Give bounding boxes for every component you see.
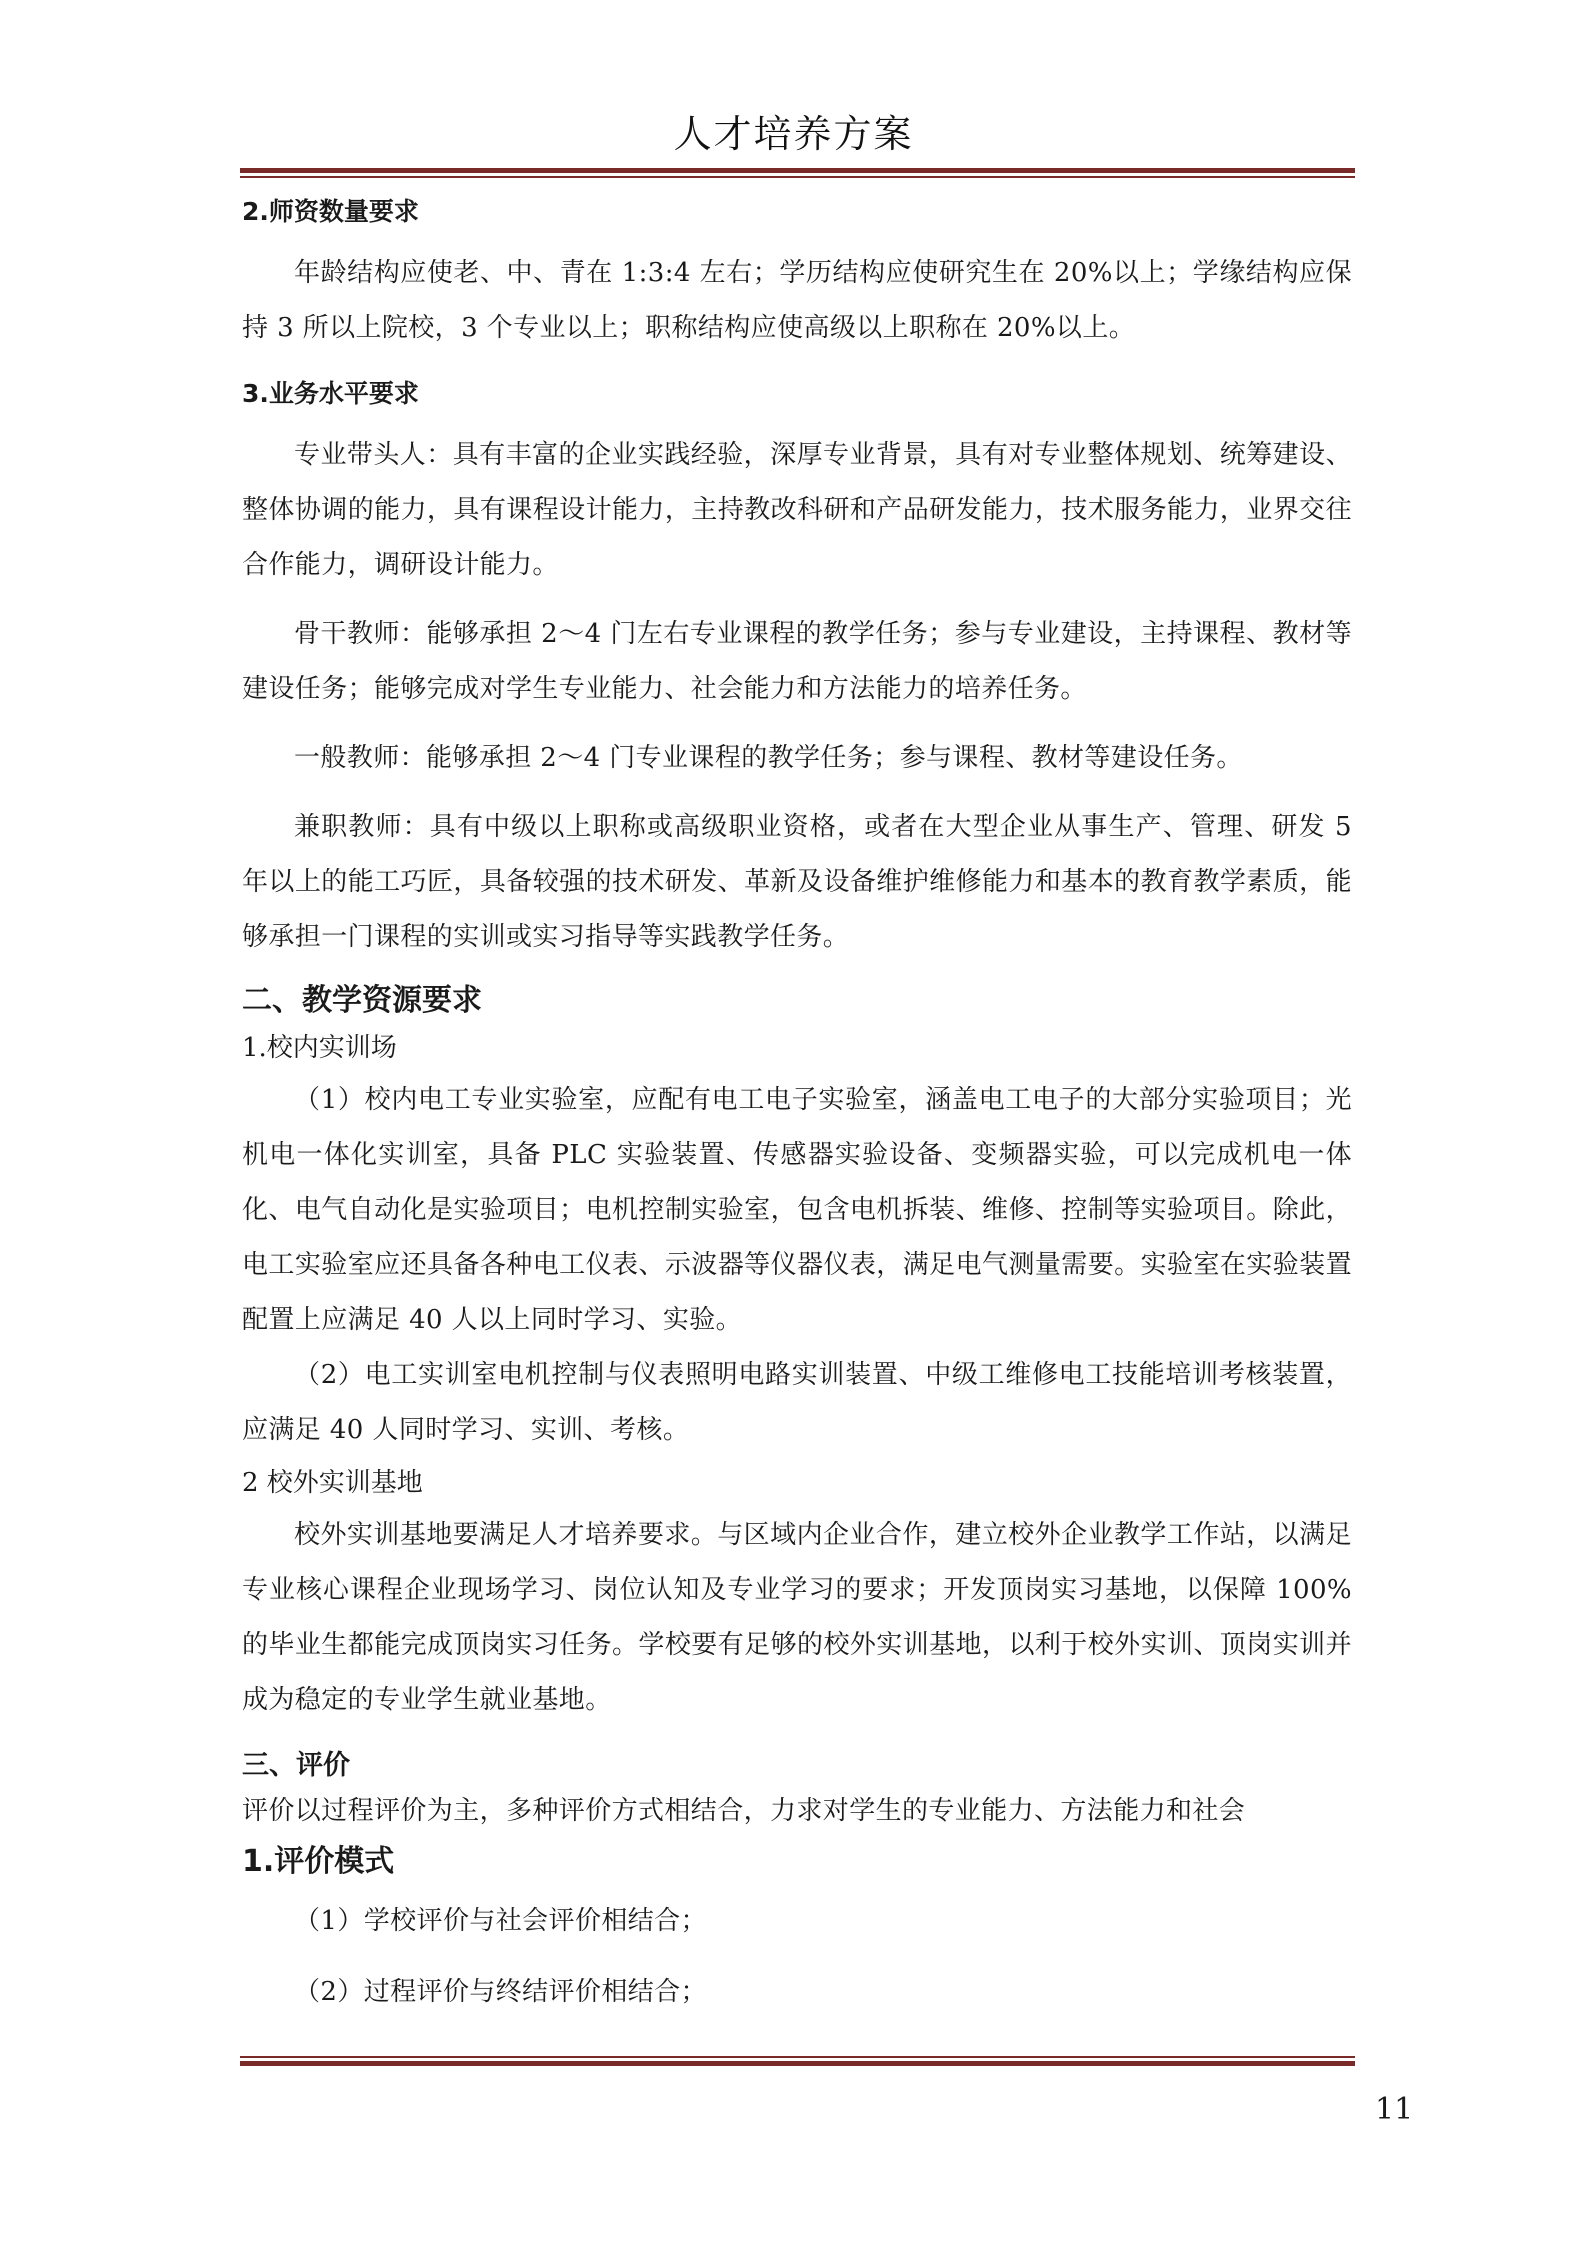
heading-teacher-quantity: 2.师资数量要求 [242, 197, 419, 226]
paragraph-professional-leader: 专业带头人：具有丰富的企业实践经验，深厚专业背景，具有对专业整体规划、统筹建设、整体协调的能力，具有课程设计能力，主持教改科研和产品研发能力，技术服务能力，业界交往合作能力，调研设计能力。 [242, 440, 1352, 580]
heading-teaching-resources: 二、教学资源要求 [242, 983, 482, 1018]
paragraph-campus-lab: （1）校内电工专业实验室，应配有电工电子实验室，涵盖电工电子的大部分实验项目；光机电一体化实训室，具备 PLC 实验装置、传感器实验设备、变频器实验，可以完成机电一体化、电气自动化是实验项目；电机控制实验室，包含电机拆装、维修、控制等实验项目。除此，电工实验室应还具备各种电工仪表、示波器等仪器仪表，满足电气测量需要。实验室在实验装置配置上应满足 40 人以上同时学习、实验。 [242, 1085, 1352, 1335]
subheading-campus-training: 1.校内实训场 [242, 1033, 397, 1063]
paragraph-training-room: （2）电工实训室电机控制与仪表照明电路实训装置、中级工维修电工技能培训考核装置，应满足 40 人同时学习、实训、考核。 [242, 1360, 1352, 1445]
subheading-offcampus-base: 2 校外实训基地 [242, 1468, 423, 1498]
page-content [242, 188, 1352, 2020]
paragraph-offcampus-base: 校外实训基地要满足人才培养要求。与区域内企业合作，建立校外企业教学工作站，以满足专业核心课程企业现场学习、岗位认知及专业学习的要求；开发顶岗实习基地，以保障 100%的毕业生都能完成顶岗实习任务。学校要有足够的校外实训基地，以利于校外实训、顶岗实训并成为稳定的专业学生就业基地。 [242, 1520, 1352, 1715]
heading-evaluation: 三、评价 [242, 1750, 350, 1781]
paragraph-part-time-teacher: 兼职教师：具有中级以上职称或高级职业资格，或者在大型企业从事生产、管理、研发 5 年以上的能工巧匠，具备较强的技术研发、革新及设备维护维修能力和基本的教育教学素质，能够承担一门课程的实训或实习指导等实践教学任务。 [242, 812, 1352, 952]
paragraph-teacher-quantity: 年龄结构应使老、中、青在 1:3:4 左右；学历结构应使研究生在 20%以上；学缘结构应保持 3 所以上院校，3 个专业以上；职称结构应使高级以上职称在 20%以上。 [242, 258, 1352, 343]
page-number: 11 [1375, 2092, 1414, 2127]
heading-evaluation-mode: 1.评价模式 [242, 1844, 395, 1879]
list-item-evaluation-1: （1）学校评价与社会评价相结合； [294, 1906, 707, 1936]
paragraph-backbone-teacher: 骨干教师：能够承担 2～4 门左右专业课程的教学任务；参与专业建设，主持课程、教材等建设任务；能够完成对学生专业能力、社会能力和方法能力的培养任务。 [242, 619, 1352, 704]
paragraph-evaluation: 评价以过程评价为主，多种评价方式相结合，力求对学生的专业能力、方法能力和社会 [242, 1796, 1246, 1826]
heading-business-level: 3.业务水平要求 [242, 379, 419, 408]
header-rule [240, 168, 1355, 178]
paragraph-general-teacher: 一般教师：能够承担 2～4 门专业课程的教学任务；参与课程、教材等建设任务。 [294, 743, 1243, 773]
list-item-evaluation-2: （2）过程评价与终结评价相结合； [294, 1977, 707, 2007]
header-title: 人才培养方案 [673, 112, 914, 156]
footer-rule [240, 2056, 1355, 2066]
